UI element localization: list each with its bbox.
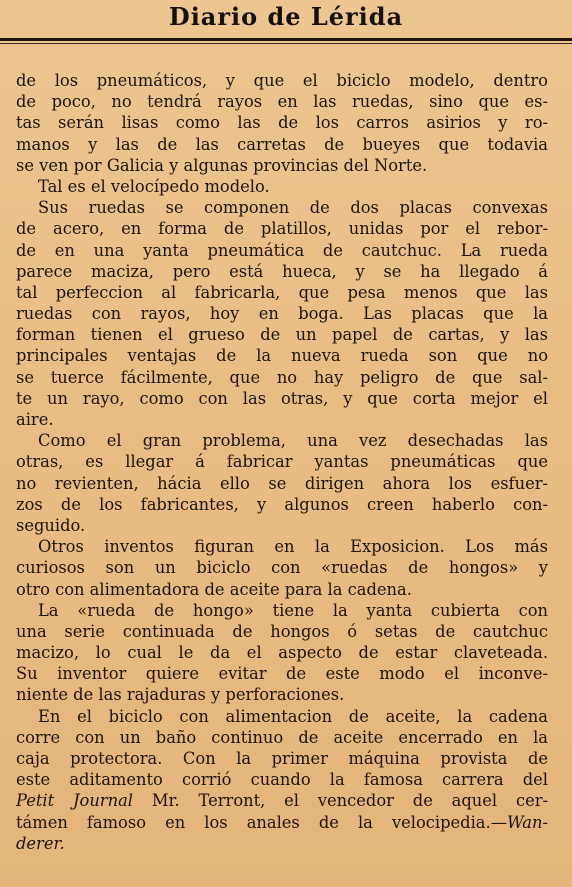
masthead-title: Diario de Lérida xyxy=(168,2,404,31)
article-line: de los pneumáticos, y que el biciclo modelo, dentro xyxy=(16,71,548,90)
article-line: otras, es llegar á fabricar yantas pneumáticas que xyxy=(16,452,548,472)
article-line: corre con un baño continuo de aceite encerrado en la xyxy=(16,727,548,747)
article-text: támen famoso en los anales de la velocipedia.— xyxy=(16,812,507,832)
article-line: otro con alimentadora de aceite para la cadena. xyxy=(16,579,412,599)
article-line: de poco, no tendrá rayos en las ruedas, sino que es- xyxy=(16,92,548,112)
article-line: una serie continuada de hongos ó setas de cautchuc xyxy=(16,621,548,641)
article-line: tas serán lisas como las de los carros asirios y ro- xyxy=(16,113,548,133)
article-line: En el biciclo con alimentacion de aceite, la cadena xyxy=(38,706,548,726)
article-line: principales ventajas de la nueva rueda son que no xyxy=(16,346,548,366)
article-line: no revienten, hácia ello se dirigen ahora los esfuer- xyxy=(16,473,548,493)
article-line: Tal es el velocípedo modelo. xyxy=(38,176,270,196)
article-line: este aditamento corrió cuando la famosa carrera del xyxy=(16,770,548,790)
article-line: tal perfeccion al fabricarla, que pesa menos que las xyxy=(16,282,548,302)
article-line: macizo, lo cual le da el aspecto de estar claveteada. xyxy=(16,643,548,663)
article-line: Su inventor quiere evitar de este modo el inconve- xyxy=(16,664,548,684)
article-text: Mr. Terront, el vencedor de aquel cer- xyxy=(133,791,549,811)
article-line: aire. xyxy=(16,410,54,429)
article-line: de acero, en forma de platillos, unidas por el rebor- xyxy=(16,219,548,239)
article-column xyxy=(16,70,548,854)
article-line: Sus ruedas se componen de dos placas convexas xyxy=(38,198,548,218)
article-line: caja protectora. Con la primer máquina provista de xyxy=(16,749,548,768)
article-line: Otros inventos figuran en la Exposicion. Los más xyxy=(38,537,548,557)
article-line xyxy=(16,790,548,811)
article-line: de en una yanta pneumática de cautchuc. La rueda xyxy=(16,240,548,260)
article-line: manos y las de las carretas de bueyes que todavia xyxy=(16,134,548,154)
article-line: La «rueda de hongo» tiene la yanta cubierta con xyxy=(38,600,548,620)
article-italic-text: Wan- xyxy=(506,812,548,832)
article-line: se ven por Galicia y algunas provincias del Norte. xyxy=(16,155,428,175)
article-line: parece maciza, pero está hueca, y se ha llegado á xyxy=(16,261,548,281)
article-line xyxy=(16,833,548,854)
article-line: curiosos son un biciclo con «ruedas de hongos» y xyxy=(16,558,548,578)
masthead-rule-thick xyxy=(0,38,572,41)
article-line: seguido. xyxy=(16,515,86,535)
article-line xyxy=(16,812,548,833)
article-italic-text: derer. xyxy=(16,833,65,853)
article-line: Como el gran problema, una vez desechadas las xyxy=(38,431,548,451)
article-line: zos de los fabricantes, y algunos creen haberlo con- xyxy=(16,494,548,514)
article-line: forman tienen el grueso de un papel de cartas, y las xyxy=(16,325,548,345)
article-line: niente de las rajaduras y perforaciones. xyxy=(16,685,345,705)
masthead xyxy=(0,0,572,38)
article-line: ruedas con rayos, hoy en boga. Las placas que la xyxy=(16,304,548,324)
article-line: te un rayo, como con las otras, y que corta mejor el xyxy=(16,388,548,408)
article-line: se tuerce fácilmente, que no hay peligro de que sal- xyxy=(16,367,548,387)
article-italic-text: Petit Journal xyxy=(16,791,133,811)
masthead-rule-thin xyxy=(0,43,572,44)
